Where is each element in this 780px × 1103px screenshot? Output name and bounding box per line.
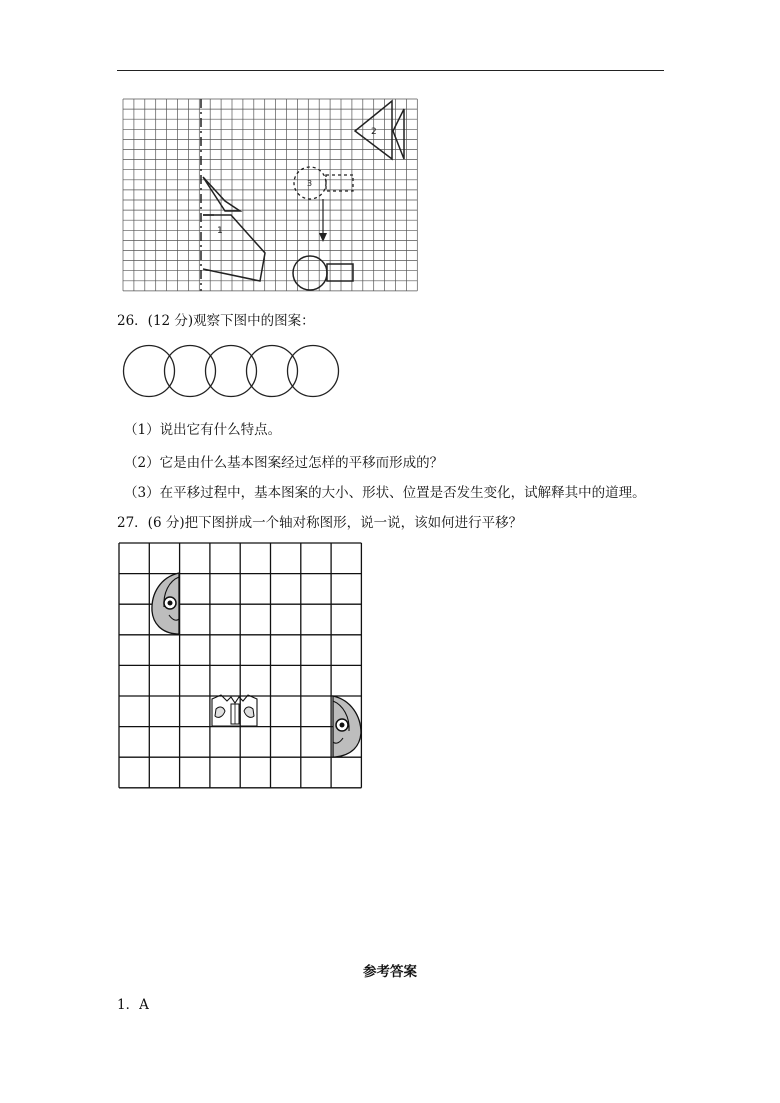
question-26-part-3: （3）在平移过程中，基本图案的大小、形状、位置是否发生变化，试解释其中的道理。	[124, 485, 646, 501]
shirt-pieces-center	[212, 695, 257, 726]
circle-2	[165, 346, 216, 397]
symmetry-puzzle-grid	[117, 541, 363, 791]
translation-grid-figure	[117, 95, 422, 295]
triangle-shape-2-reflected	[393, 109, 404, 159]
circle-shape-3-moved	[293, 256, 327, 290]
overlapping-circles-figure	[120, 343, 345, 399]
shape-2-label: 2	[371, 127, 377, 137]
parallelogram-shape-1-upper	[203, 177, 240, 211]
answer-1: 1．A	[117, 997, 149, 1013]
half-face-piece-bottom-right	[333, 696, 361, 757]
circle-3	[206, 346, 257, 397]
circle-5	[288, 346, 339, 397]
answers-title: 参考答案	[363, 964, 417, 980]
circle-4	[247, 346, 298, 397]
shape-1-label: 1	[217, 226, 223, 236]
shape-3-label: 3	[307, 179, 313, 188]
question-27: 27．(6 分)把下图拼成一个轴对称图形，说一说，该如何进行平移？	[117, 515, 523, 531]
header-rule	[117, 70, 664, 71]
question-26: 26．(12 分)观察下图中的图案：	[117, 313, 315, 329]
half-face-piece-top-left	[152, 573, 179, 634]
question-26-part-2: （2）它是由什么基本图案经过怎样的平移而形成的？	[124, 455, 444, 471]
parallelogram-shape-1	[203, 215, 265, 281]
circle-1	[124, 346, 175, 397]
rect-shape-3-moved	[327, 264, 353, 281]
question-26-part-1: （1）说出它有什么特点。	[124, 422, 282, 438]
